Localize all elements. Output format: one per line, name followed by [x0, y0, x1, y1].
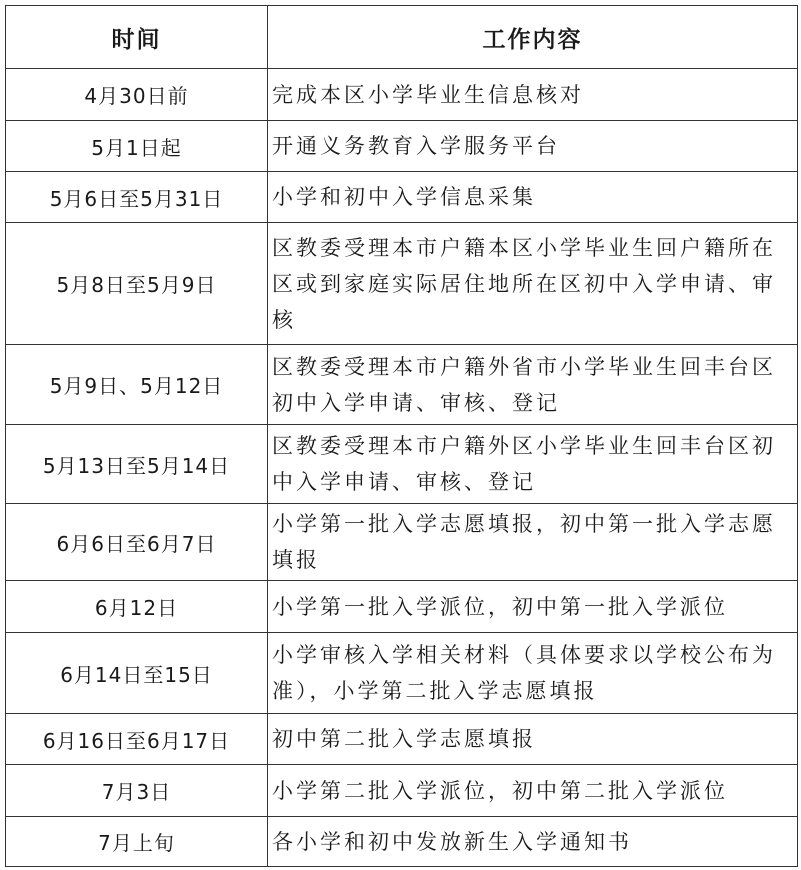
table-row	[6, 581, 798, 633]
task-cell: 小学审核入学相关材料（具体要求以学校公布为准），小学第二批入学志愿填报	[268, 633, 798, 714]
table-row	[6, 714, 798, 765]
time-cell: 6月12日	[6, 581, 268, 633]
time-cell: 5月8日至5月9日	[6, 223, 268, 345]
task-cell: 小学第一批入学派位，初中第一批入学派位	[268, 581, 798, 633]
task-cell: 各小学和初中发放新生入学通知书	[268, 817, 798, 867]
table-row	[6, 633, 798, 714]
table-row	[6, 172, 798, 223]
task-cell: 小学第一批入学志愿填报，初中第一批入学志愿填报	[268, 504, 798, 581]
task-cell: 区教委受理本市户籍本区小学毕业生回户籍所在区或到家庭实际居住地所在区初中入学申请、审核	[268, 223, 798, 345]
table-row	[6, 223, 798, 345]
schedule-sheet	[5, 5, 797, 865]
time-cell: 5月6日至5月31日	[6, 172, 268, 223]
time-cell: 5月13日至5月14日	[6, 425, 268, 504]
table-row	[6, 121, 798, 172]
time-cell: 5月9日、5月12日	[6, 345, 268, 425]
table-row	[6, 345, 798, 425]
time-cell: 6月16日至6月17日	[6, 714, 268, 765]
time-cell: 5月1日起	[6, 121, 268, 172]
task-cell: 区教委受理本市户籍外区小学毕业生回丰台区初中入学申请、审核、登记	[268, 425, 798, 504]
table-row	[6, 69, 798, 121]
table-row	[6, 765, 798, 817]
task-cell: 完成本区小学毕业生信息核对	[268, 69, 798, 121]
header-task: 工作内容	[268, 6, 798, 69]
time-cell: 7月上旬	[6, 817, 268, 867]
enrollment-schedule-table	[5, 5, 798, 867]
header-time: 时间	[6, 6, 268, 69]
time-cell: 7月3日	[6, 765, 268, 817]
time-cell: 4月30日前	[6, 69, 268, 121]
table-row	[6, 817, 798, 867]
table-header-row	[6, 6, 798, 69]
time-cell: 6月14日至15日	[6, 633, 268, 714]
task-cell: 初中第二批入学志愿填报	[268, 714, 798, 765]
task-cell: 小学第二批入学派位，初中第二批入学派位	[268, 765, 798, 817]
table-row	[6, 425, 798, 504]
task-cell: 区教委受理本市户籍外省市小学毕业生回丰台区初中入学申请、审核、登记	[268, 345, 798, 425]
task-cell: 开通义务教育入学服务平台	[268, 121, 798, 172]
table-row	[6, 504, 798, 581]
task-cell: 小学和初中入学信息采集	[268, 172, 798, 223]
time-cell: 6月6日至6月7日	[6, 504, 268, 581]
